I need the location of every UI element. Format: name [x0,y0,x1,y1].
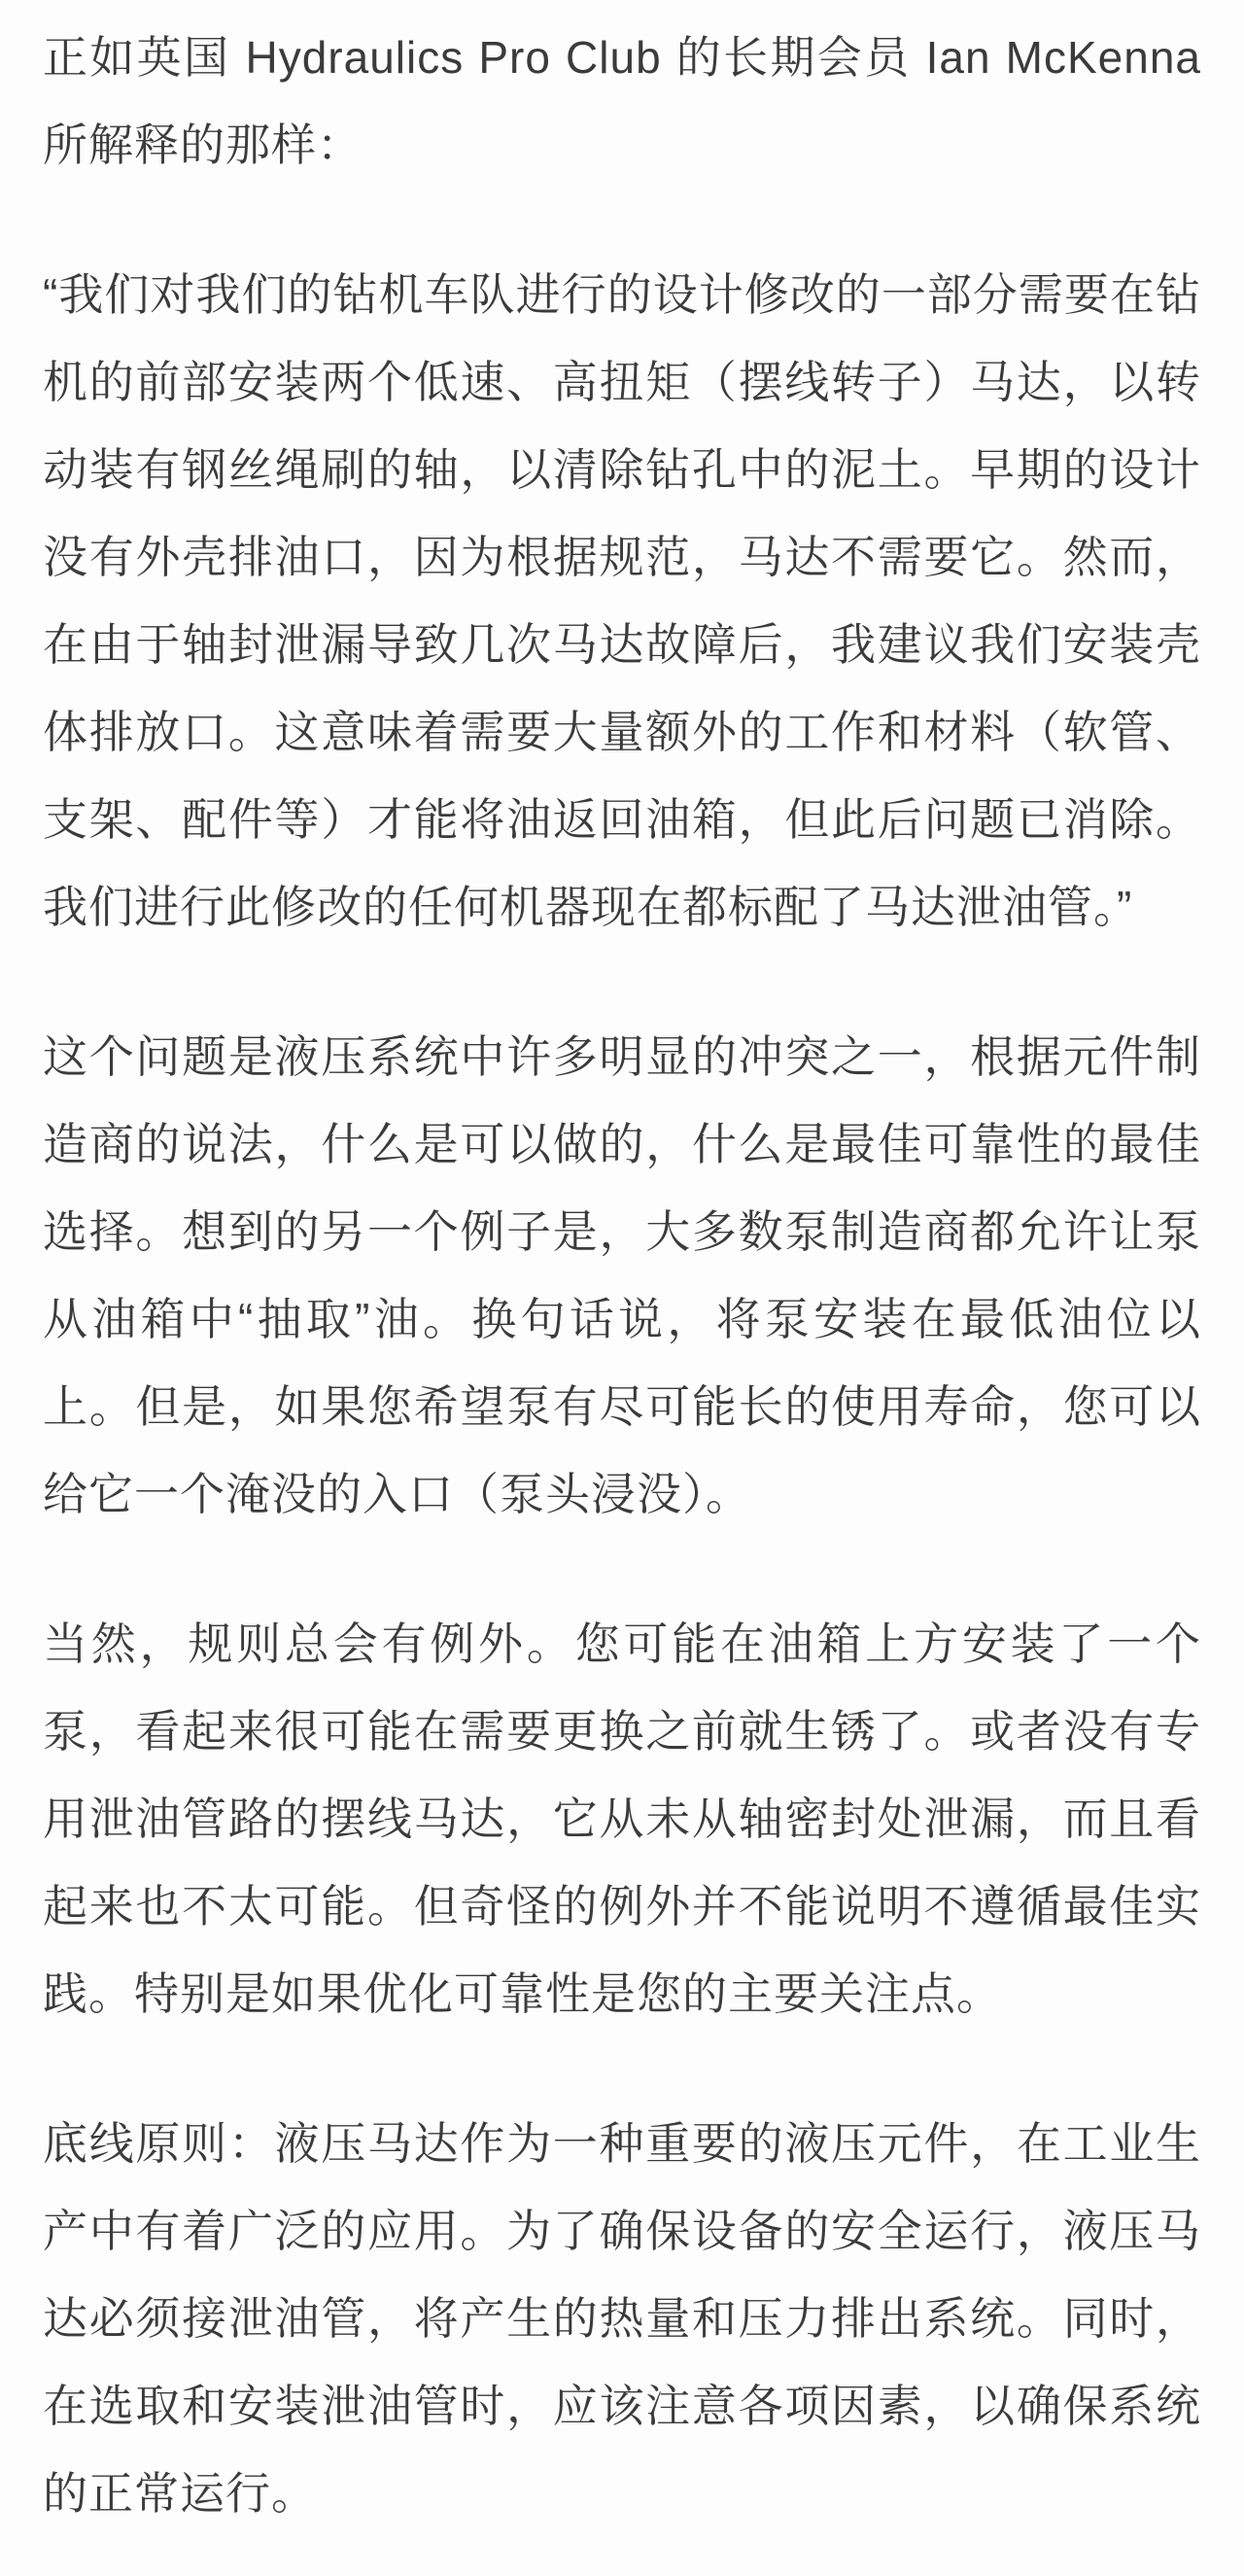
quote-paragraph: “我们对我们的钻机车队进行的设计修改的一部分需要在钻机的前部安装两个低速、高扭矩（摆线转子）马达，以转动装有钢丝绳刷的轴，以清除钻孔中的泥土。早期的设计没有外壳排油口，因为根据规范，马达不需要它。然而，在由于轴封泄漏导致几次马达故障后，我建议我们安装壳体排放口。这意味着需要大量额外的工作和材料（软管、支架、配件等）才能将油返回油箱，但此后问题已消除。我们进行此修改的任何机器现在都标配了马达泄油管。” [43,269,1201,932]
exceptions-paragraph: 当然，规则总会有例外。您可能在油箱上方安装了一个泵，看起来很可能在需要更换之前就生锈了。或者没有专用泄油管路的摆线马达，它从未从轴密封处泄漏，而且看起来也不太可能。但奇怪的例外并不能说明不遵循最佳实践。特别是如果优化可靠性是您的主要关注点。 [43,1619,1201,2019]
intro-paragraph: 正如英国 Hydraulics Pro Club 的长期会员 Ian McKenna 所解释的那样： [43,32,1201,170]
bottom-line-paragraph: 底线原则：液压马达作为一种重要的液压元件，在工业生产中有着广泛的应用。为了确保设备的安全运行，液压马达必须接泄油管，将产生的热量和压力排出系统。同时，在选取和安装泄油管时，应该注意各项因素，以确保系统的正常运行。 [43,2118,1201,2519]
article-body [43,14,1201,2537]
conflict-discussion-paragraph: 这个问题是液压系统中许多明显的冲突之一，根据元件制造商的说法，什么是可以做的，什么是最佳可靠性的最佳选择。想到的另一个例子是，大多数泵制造商都允许让泵从油箱中“抽取”油。换句话说，将泵安装在最低油位以上。但是，如果您希望泵有尽可能长的使用寿命，您可以给它一个淹没的入口（泵头浸没）。 [43,1031,1201,1519]
